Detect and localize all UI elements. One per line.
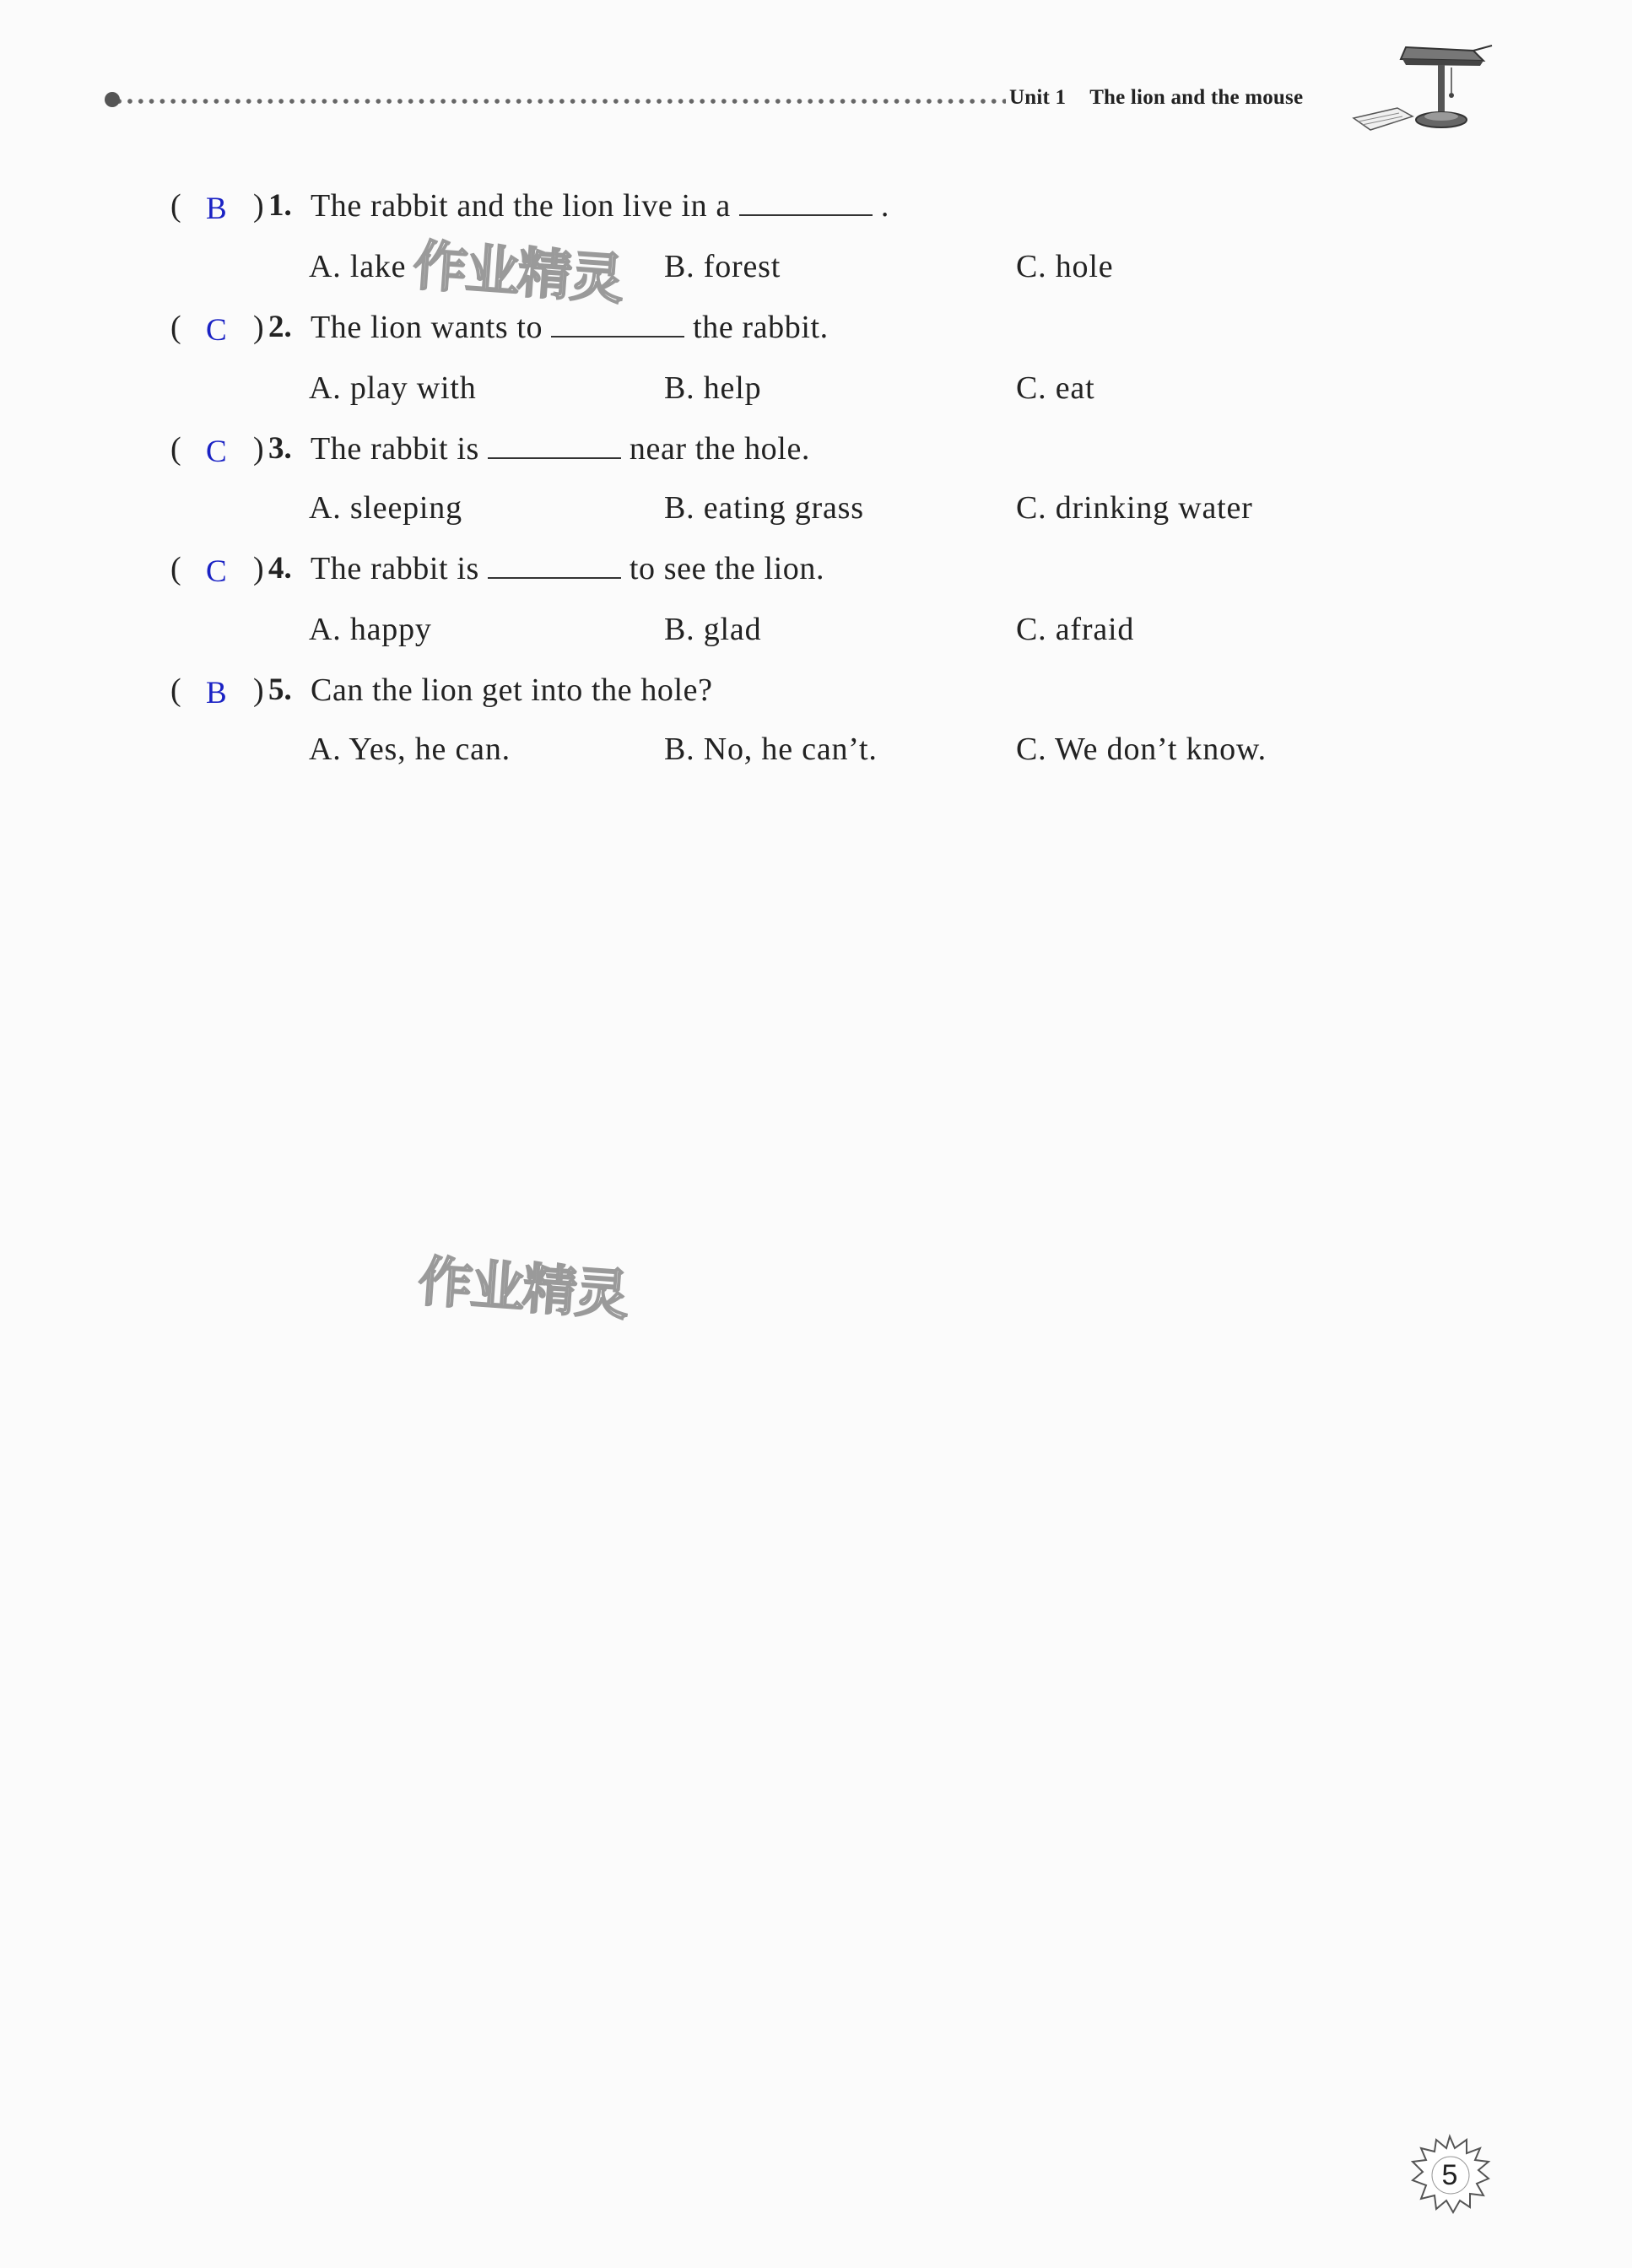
option-b: B. No, he can’t. xyxy=(664,732,878,767)
answer-paren-open: ( xyxy=(170,188,181,224)
unit-label: Unit 1 xyxy=(1009,86,1067,109)
page-number-badge xyxy=(1408,2133,1492,2217)
question-stem xyxy=(311,430,810,467)
answer-paren-open: ( xyxy=(170,551,181,586)
answer-mark: C xyxy=(206,435,227,469)
stem-text-after: near the hole. xyxy=(629,431,811,467)
stem-text: The rabbit is xyxy=(311,551,479,586)
question-stem xyxy=(311,550,824,587)
answer-blank xyxy=(488,552,621,579)
question-number: 3. xyxy=(268,431,292,466)
option-c: C. afraid xyxy=(1016,612,1135,647)
option-b: B. glad xyxy=(664,612,762,647)
option-b: B. forest xyxy=(664,249,781,284)
header-bullet xyxy=(105,92,120,107)
answer-mark: C xyxy=(206,554,227,589)
question-stem xyxy=(311,187,889,224)
question-number: 4. xyxy=(268,551,292,586)
page-number: 5 xyxy=(1441,2158,1458,2191)
watermark: 作业精灵 xyxy=(411,235,624,312)
answer-paren-close: ) xyxy=(253,188,264,224)
option-a: A. Yes, he can. xyxy=(309,732,511,767)
option-a: A. lake xyxy=(309,249,407,284)
stem-text: The rabbit and the lion live in a xyxy=(311,188,731,224)
option-b: B. help xyxy=(664,370,762,406)
answer-mark: C xyxy=(206,313,227,348)
stem-text-after: the rabbit. xyxy=(693,310,829,345)
stem-text: The lion wants to xyxy=(311,310,543,345)
stem-text-after: to see the lion. xyxy=(629,551,825,586)
option-c: C. We don’t know. xyxy=(1016,732,1267,767)
option-c: C. drinking water xyxy=(1016,490,1253,526)
desk-lamp-icon xyxy=(1347,42,1499,143)
header-dotted-rule xyxy=(103,93,1006,110)
question-number: 1. xyxy=(268,188,292,223)
answer-paren-close: ) xyxy=(253,672,264,708)
answer-paren-close: ) xyxy=(253,310,264,345)
answer-paren-open: ( xyxy=(170,672,181,708)
answer-blank xyxy=(739,189,873,216)
header-title xyxy=(1009,86,1303,113)
answer-mark: B xyxy=(206,676,227,710)
question-number: 5. xyxy=(268,672,292,707)
question-stem xyxy=(311,309,829,346)
option-c: C. eat xyxy=(1016,370,1095,406)
answer-blank xyxy=(551,310,684,338)
option-a: A. play with xyxy=(309,370,477,406)
option-a: A. sleeping xyxy=(309,490,462,526)
unit-title: The lion and the mouse xyxy=(1089,86,1304,109)
watermark: 作业精灵 xyxy=(416,1250,630,1328)
question-stem xyxy=(311,672,713,709)
option-c: C. hole xyxy=(1016,249,1114,284)
stem-text-after: . xyxy=(880,188,889,224)
answer-paren-open: ( xyxy=(170,431,181,467)
answer-paren-close: ) xyxy=(253,431,264,467)
answer-paren-open: ( xyxy=(170,310,181,345)
answer-mark: B xyxy=(206,192,227,226)
question-number: 2. xyxy=(268,310,292,344)
answer-paren-close: ) xyxy=(253,551,264,586)
option-b: B. eating grass xyxy=(664,490,864,526)
answer-blank xyxy=(488,432,621,459)
stem-text: Can the lion get into the hole? xyxy=(311,672,713,708)
stem-text: The rabbit is xyxy=(311,431,479,467)
option-a: A. happy xyxy=(309,612,432,647)
